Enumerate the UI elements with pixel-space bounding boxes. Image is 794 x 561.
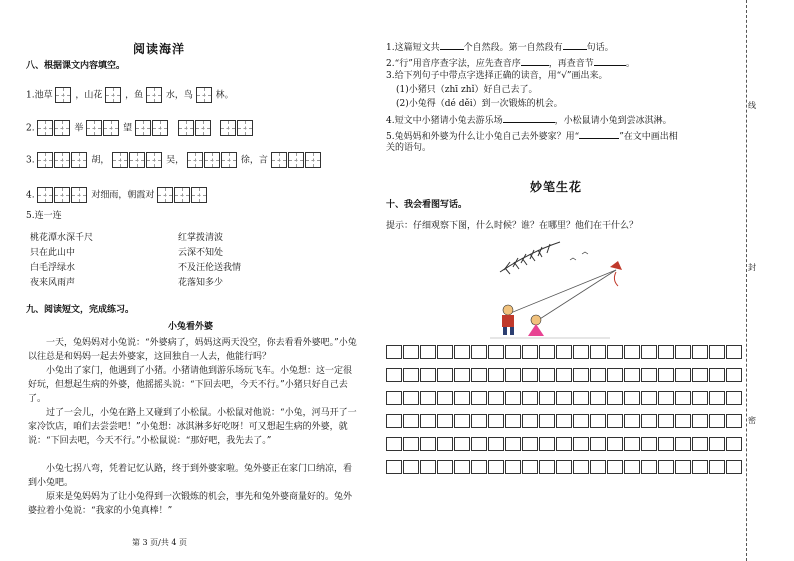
- margin-char-seal: 封: [748, 263, 756, 272]
- writing-cell[interactable]: [522, 437, 538, 451]
- writing-cell[interactable]: [573, 414, 589, 428]
- writing-row: [386, 368, 743, 382]
- writing-cell[interactable]: [624, 460, 640, 474]
- writing-cell[interactable]: [437, 437, 453, 451]
- writing-cell[interactable]: [641, 437, 657, 451]
- writing-cell[interactable]: [675, 414, 691, 428]
- writing-cell[interactable]: [641, 460, 657, 474]
- writing-cell[interactable]: [454, 460, 470, 474]
- writing-cell[interactable]: [675, 437, 691, 451]
- match-right-2[interactable]: 云深不知处: [178, 248, 224, 258]
- writing-cell[interactable]: [471, 437, 487, 451]
- writing-row: [386, 391, 743, 405]
- writing-cell[interactable]: [692, 437, 708, 451]
- answer-box[interactable]: [135, 120, 151, 136]
- writing-row: [386, 414, 743, 428]
- writing-cell[interactable]: [675, 460, 691, 474]
- writing-cell[interactable]: [590, 368, 606, 382]
- writing-cell[interactable]: [573, 345, 589, 359]
- answer-box[interactable]: [105, 87, 121, 103]
- writing-cell[interactable]: [471, 391, 487, 405]
- writing-cell[interactable]: [692, 414, 708, 428]
- writing-cell[interactable]: [641, 368, 657, 382]
- writing-cell[interactable]: [573, 460, 589, 474]
- question-1: 1.池草 ，山花 ，鱼 水，鸟 林。: [26, 87, 234, 103]
- answer-box[interactable]: [54, 187, 70, 203]
- answer-box[interactable]: [196, 87, 212, 103]
- answer-box[interactable]: [37, 120, 53, 136]
- boy-icon: [502, 305, 514, 335]
- question-4: 4. 对细雨，朝霞对: [26, 187, 208, 203]
- writing-cell[interactable]: [522, 414, 538, 428]
- right-question-3-2[interactable]: (2)小兔得（dé děi）到一次锻炼的机会。: [396, 99, 563, 109]
- writing-cell[interactable]: [726, 460, 742, 474]
- writing-cell[interactable]: [692, 368, 708, 382]
- writing-cell[interactable]: [658, 391, 674, 405]
- writing-cell[interactable]: [420, 460, 436, 474]
- story-title: 小兔看外婆: [168, 322, 214, 332]
- answer-box[interactable]: [288, 152, 304, 168]
- writing-cell[interactable]: [658, 437, 674, 451]
- writing-cell[interactable]: [454, 391, 470, 405]
- writing-cell[interactable]: [726, 345, 742, 359]
- story-paragraph-1: 一天，兔妈妈对小兔说：“外婆病了，妈妈这两天没空，你去看看外婆吧。”小兔以往总是和妈妈一起去外婆家，这回独自一人去，他能行吗？: [28, 338, 357, 362]
- writing-cell[interactable]: [726, 414, 742, 428]
- right-question-4: 4.短文中小猪请小兔去游乐场 ，小松鼠请小兔到尝冰淇淋。: [386, 112, 672, 127]
- writing-grid[interactable]: [386, 345, 743, 473]
- writing-title: 妙笔生花: [530, 180, 583, 194]
- writing-cell[interactable]: [488, 368, 504, 382]
- writing-cell[interactable]: [556, 414, 572, 428]
- answer-box[interactable]: [237, 120, 253, 136]
- question-3: 3. 胡， 吴， 徐，言: [26, 152, 322, 168]
- writing-cell[interactable]: [454, 414, 470, 428]
- writing-cell[interactable]: [420, 345, 436, 359]
- writing-cell[interactable]: [709, 368, 725, 382]
- writing-cell[interactable]: [658, 414, 674, 428]
- writing-row: [386, 437, 743, 451]
- match-left-3[interactable]: 白毛浮绿水: [30, 263, 76, 273]
- writing-cell[interactable]: [709, 391, 725, 405]
- answer-box[interactable]: [305, 152, 321, 168]
- writing-cell[interactable]: [403, 437, 419, 451]
- writing-cell[interactable]: [624, 414, 640, 428]
- writing-row: [386, 345, 743, 359]
- writing-cell[interactable]: [403, 391, 419, 405]
- answer-box[interactable]: [71, 187, 87, 203]
- right-question-3: 3.给下列句子中带点字选择正确的读音，用“√”画出来。: [386, 71, 608, 81]
- writing-cell[interactable]: [641, 414, 657, 428]
- writing-cell[interactable]: [607, 460, 623, 474]
- writing-cell[interactable]: [709, 414, 725, 428]
- story-paragraph-5: 原来是兔妈妈为了让小兔得到一次锻炼的机会，事先和兔外婆商量好的。兔外婆拉着小兔说：“我家的小兔真棒！”: [28, 492, 353, 516]
- writing-cell[interactable]: [658, 368, 674, 382]
- writing-cell[interactable]: [505, 345, 521, 359]
- writing-cell[interactable]: [675, 368, 691, 382]
- writing-cell[interactable]: [624, 368, 640, 382]
- section-9-heading: 九、阅读短文，完成练习。: [26, 305, 135, 315]
- answer-blank[interactable]: [503, 112, 555, 123]
- writing-cell[interactable]: [539, 437, 555, 451]
- writing-cell[interactable]: [641, 345, 657, 359]
- answer-box[interactable]: [187, 152, 203, 168]
- writing-cell[interactable]: [522, 460, 538, 474]
- bird-icon: [570, 252, 588, 260]
- binding-line: [746, 0, 747, 561]
- question-2: 2. 举 望: [26, 120, 254, 136]
- writing-cell[interactable]: [709, 345, 725, 359]
- writing-cell[interactable]: [607, 368, 623, 382]
- writing-cell[interactable]: [590, 437, 606, 451]
- writing-cell[interactable]: [624, 437, 640, 451]
- writing-cell[interactable]: [471, 460, 487, 474]
- writing-cell[interactable]: [420, 437, 436, 451]
- writing-cell[interactable]: [437, 414, 453, 428]
- writing-cell[interactable]: [505, 437, 521, 451]
- story-paragraph-2: 小兔出了家门，他遇到了小猪。小猪请他到游乐场玩飞车。小兔想：这一定很好玩，但想起生病的外婆，他摇摇头说：“下回去吧，今天不行。”小猪只好自己去了。: [28, 366, 353, 404]
- writing-cell[interactable]: [403, 345, 419, 359]
- writing-cell[interactable]: [556, 391, 572, 405]
- writing-cell[interactable]: [539, 414, 555, 428]
- answer-box[interactable]: [220, 120, 236, 136]
- answer-box[interactable]: [157, 187, 173, 203]
- answer-box[interactable]: [221, 152, 237, 168]
- writing-cell[interactable]: [573, 391, 589, 405]
- kite-flying-illustration: [470, 232, 640, 342]
- writing-cell[interactable]: [386, 345, 402, 359]
- writing-cell[interactable]: [692, 345, 708, 359]
- writing-cell[interactable]: [471, 414, 487, 428]
- right-question-1: 1.这篇短文共 个自然段。第一自然段有 句话。: [386, 39, 614, 54]
- writing-cell[interactable]: [709, 460, 725, 474]
- writing-cell[interactable]: [607, 345, 623, 359]
- writing-cell[interactable]: [607, 414, 623, 428]
- writing-cell[interactable]: [556, 368, 572, 382]
- answer-box[interactable]: [37, 187, 53, 203]
- writing-cell[interactable]: [471, 345, 487, 359]
- match-left-1[interactable]: 桃花潭水深千尺: [30, 233, 94, 243]
- writing-cell[interactable]: [437, 391, 453, 405]
- writing-cell[interactable]: [522, 391, 538, 405]
- writing-cell[interactable]: [692, 460, 708, 474]
- writing-cell[interactable]: [437, 368, 453, 382]
- writing-cell[interactable]: [556, 345, 572, 359]
- writing-cell[interactable]: [675, 345, 691, 359]
- writing-cell[interactable]: [403, 460, 419, 474]
- writing-cell[interactable]: [658, 460, 674, 474]
- answer-box[interactable]: [86, 120, 102, 136]
- answer-box[interactable]: [37, 152, 53, 168]
- writing-cell[interactable]: [539, 460, 555, 474]
- writing-cell[interactable]: [590, 414, 606, 428]
- writing-cell[interactable]: [437, 460, 453, 474]
- answer-box[interactable]: [146, 87, 162, 103]
- writing-cell[interactable]: [658, 345, 674, 359]
- writing-cell[interactable]: [726, 437, 742, 451]
- writing-cell[interactable]: [539, 368, 555, 382]
- writing-cell[interactable]: [522, 368, 538, 382]
- writing-cell[interactable]: [386, 414, 402, 428]
- answer-box[interactable]: [54, 152, 70, 168]
- writing-cell[interactable]: [488, 460, 504, 474]
- writing-cell[interactable]: [709, 437, 725, 451]
- writing-cell[interactable]: [454, 368, 470, 382]
- answer-blank[interactable]: [521, 55, 549, 66]
- writing-cell[interactable]: [420, 368, 436, 382]
- writing-cell[interactable]: [607, 437, 623, 451]
- right-question-3-1[interactable]: (1)小猪只（zhī zhǐ）好自己去了。: [396, 85, 538, 95]
- answer-box[interactable]: [112, 152, 128, 168]
- kite-icon: [610, 261, 622, 286]
- writing-hint: 提示：仔细观察下图，什么时候？谁？在哪里？他们在干什么？: [386, 221, 639, 231]
- writing-cell[interactable]: [539, 391, 555, 405]
- answer-box[interactable]: [174, 187, 190, 203]
- match-left-2[interactable]: 只在此山中: [30, 248, 76, 258]
- section-10-heading: 十、我会看图写话。: [386, 200, 468, 210]
- margin-char-secret: 密: [748, 416, 756, 425]
- writing-cell[interactable]: [675, 391, 691, 405]
- writing-cell[interactable]: [726, 391, 742, 405]
- writing-cell[interactable]: [488, 437, 504, 451]
- writing-cell[interactable]: [386, 391, 402, 405]
- writing-cell[interactable]: [726, 368, 742, 382]
- answer-box[interactable]: [152, 120, 168, 136]
- answer-blank[interactable]: [594, 55, 626, 66]
- page-footer: 第 3 页/共 4 页: [132, 538, 188, 547]
- answer-box[interactable]: [129, 152, 145, 168]
- willow-branch-icon: [500, 242, 560, 274]
- writing-cell[interactable]: [641, 391, 657, 405]
- margin-char-line: 线: [748, 101, 756, 110]
- writing-cell[interactable]: [505, 368, 521, 382]
- writing-cell[interactable]: [488, 414, 504, 428]
- writing-cell[interactable]: [692, 391, 708, 405]
- match-right-4[interactable]: 花落知多少: [178, 278, 224, 288]
- underline-symbol: [579, 128, 619, 139]
- writing-cell[interactable]: [488, 391, 504, 405]
- answer-box[interactable]: [54, 120, 70, 136]
- writing-cell[interactable]: [607, 391, 623, 405]
- writing-cell[interactable]: [403, 368, 419, 382]
- answer-blank[interactable]: [440, 39, 464, 50]
- reading-title: 阅读海洋: [133, 42, 186, 56]
- writing-cell[interactable]: [488, 345, 504, 359]
- writing-cell[interactable]: [573, 368, 589, 382]
- question-5: 5.连一连: [26, 211, 62, 221]
- writing-cell[interactable]: [471, 368, 487, 382]
- writing-cell[interactable]: [505, 414, 521, 428]
- answer-box[interactable]: [191, 187, 207, 203]
- section-8-heading: 八、根据课文内容填空。: [26, 61, 126, 71]
- writing-cell[interactable]: [386, 460, 402, 474]
- writing-cell[interactable]: [556, 437, 572, 451]
- answer-box[interactable]: [103, 120, 119, 136]
- answer-box[interactable]: [195, 120, 211, 136]
- answer-box[interactable]: [55, 87, 71, 103]
- match-left-4[interactable]: 夜来风雨声: [30, 278, 76, 288]
- writing-cell[interactable]: [403, 414, 419, 428]
- writing-cell[interactable]: [573, 437, 589, 451]
- match-right-1[interactable]: 红掌拨清波: [178, 233, 224, 243]
- story-paragraph-4: 小兔七拐八弯，凭着记忆认路，终于到外婆家啦。兔外婆正在家门口纳凉，看到小兔吧。: [28, 464, 353, 488]
- writing-cell[interactable]: [556, 460, 572, 474]
- right-question-5-cont: 关的语句。: [386, 143, 432, 153]
- writing-cell[interactable]: [386, 437, 402, 451]
- writing-cell[interactable]: [522, 345, 538, 359]
- answer-blank[interactable]: [563, 39, 587, 50]
- writing-cell[interactable]: [624, 391, 640, 405]
- answer-box[interactable]: [71, 152, 87, 168]
- writing-cell[interactable]: [454, 345, 470, 359]
- writing-cell[interactable]: [590, 345, 606, 359]
- writing-cell[interactable]: [539, 345, 555, 359]
- right-question-5: 5.兔妈妈和外婆为什么让小兔自己去外婆家？用“ ”在文中画出相: [386, 128, 678, 143]
- writing-cell[interactable]: [420, 391, 436, 405]
- writing-cell[interactable]: [624, 345, 640, 359]
- writing-cell[interactable]: [437, 345, 453, 359]
- writing-cell[interactable]: [386, 368, 402, 382]
- right-question-2: 2.“行”用音序查字法，应先查音序 ，再查音节 。: [386, 55, 635, 70]
- answer-box[interactable]: [146, 152, 162, 168]
- answer-box[interactable]: [204, 152, 220, 168]
- writing-cell[interactable]: [420, 414, 436, 428]
- writing-cell[interactable]: [505, 391, 521, 405]
- kite-string: [508, 270, 616, 314]
- writing-cell[interactable]: [505, 460, 521, 474]
- writing-cell[interactable]: [590, 460, 606, 474]
- story-paragraph-3: 过了一会儿，小兔在路上又碰到了小松鼠。小松鼠对他说：“小兔，河马开了一家冷饮店，咱们去尝尝吧！”小兔想：冰淇淋多好吃呀！可又想起生病的外婆，就说：“下回去吧，今天不行。”小松鼠说：“那好吧，我先去了。”: [28, 408, 357, 446]
- match-right-3[interactable]: 不及汪伦送我情: [178, 263, 242, 273]
- writing-cell[interactable]: [454, 437, 470, 451]
- answer-box[interactable]: [271, 152, 287, 168]
- writing-row: [386, 460, 743, 474]
- answer-box[interactable]: [178, 120, 194, 136]
- writing-cell[interactable]: [590, 391, 606, 405]
